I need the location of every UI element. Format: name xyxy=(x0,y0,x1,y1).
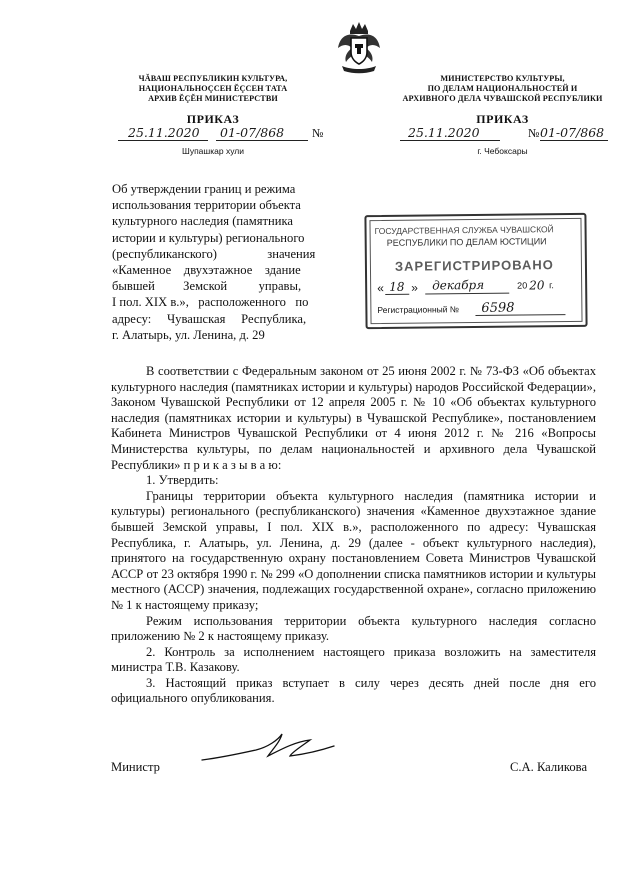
stamp-line-2: РЕСПУБЛИКИ ПО ДЕЛАМ ЮСТИЦИИ xyxy=(386,236,547,248)
stamp-day: 18 xyxy=(389,279,405,294)
title-line: I пол. XIX в.», расположенного по xyxy=(112,295,309,310)
signature-position: Министр xyxy=(111,760,160,774)
registration-stamp xyxy=(364,213,587,329)
header-left-number-sign: № xyxy=(312,126,324,140)
stamp-reg-row xyxy=(377,301,577,319)
stamp-year-prefix: 20 xyxy=(517,280,528,291)
header-right-org xyxy=(400,74,605,104)
header-left-line: НАЦИОНАЛЬНОÇСЕН ĔÇСЕН ТАТА xyxy=(138,84,288,93)
title-line: истории и культуры) регионального xyxy=(112,230,305,245)
stamp-reg-number: 6598 xyxy=(481,300,515,316)
header-right-number-sign: № xyxy=(528,126,540,140)
title-line: г. Алатырь, ул. Ленина, д. 29 xyxy=(112,327,265,342)
body-paragraph-item-2: 2. Контроль за исполнением настоящего приказа возложить на заместителя министра Т.В. Казакову. xyxy=(111,644,596,675)
stamp-year-suffix: 20 xyxy=(529,278,545,293)
header-left-doc-type: ПРИКАЗ xyxy=(186,112,240,126)
stamp-reg-label: Регистрационный № xyxy=(377,304,459,316)
header-right-number: 01-07/868 xyxy=(540,125,605,140)
stamp-month-underline xyxy=(425,293,509,295)
header-right-date-number-row xyxy=(400,124,610,144)
document-body xyxy=(111,364,596,707)
header-right-line: ПО ДЕЛАМ НАЦИОНАЛЬНОСТЕЙ И xyxy=(427,84,578,93)
stamp-registered-label: ЗАРЕГИСТРИРОВАНО xyxy=(394,257,554,274)
header-right-line: АРХИВНОГО ДЕЛА ЧУВАШСКОЙ РЕСПУБЛИКИ xyxy=(402,94,603,103)
header-left-line: АРХИВ ĔÇĔН МИНИСТЕРСТВИ xyxy=(148,94,278,103)
stamp-quote-open: « xyxy=(377,280,384,296)
header-left-org xyxy=(113,74,313,104)
stamp-line-1: ГОСУДАРСТВЕННАЯ СЛУЖБА ЧУВАШСКОЙ xyxy=(374,224,554,237)
signature-name: С.А. Каликова xyxy=(510,760,588,774)
body-paragraph-regime: Режим использования территории объекта культурного наследия согласно приложению № 2 к настоящему приказу. xyxy=(111,613,596,644)
body-paragraph-preamble: В соответствии с Федеральным законом от 25 июня 2002 г. № 73-ФЗ «Об объектах культурного наследия (памятниках истории и культуры) народов Российской Федерации», Законом Чувашской Республики от 12 апреля 2005 г. № 10 «Об объектах культурного наследия (памятниках истории и культуры) в Чувашской Республике», постановлением Кабинета Министров Чувашской Республики от 4 июня 2012 г. № 216 «Вопросы Министерства культуры, по делам национальностей и архивного дела Чувашской Республики» п р и к а з ы в а ю: xyxy=(111,364,596,472)
header-right-city: г. Чебоксары xyxy=(477,146,528,156)
header-left-date-number-row xyxy=(118,124,333,144)
title-line: (республиканского) значения xyxy=(112,246,316,261)
body-paragraph-item-3: 3. Настоящий приказ вступает в силу через десять дней после дня его официального опубликования. xyxy=(111,675,596,706)
stamp-reg-underline xyxy=(475,314,565,316)
stamp-date-row xyxy=(377,277,577,299)
body-paragraph-boundaries: Границы территории объекта культурного наследия (памятника истории и культуры) регионального (республиканского) значения «Каменное двухэтажное здание бывшей Земской управы, I пол. XIX в.», расположенного по адресу: Чувашская Республика, г. Алатырь, ул. Ленина, д. 29 (далее - объект культурного наследия), принятого на государственную охрану постановлением Совета Министров Чувашской АССР от 23 октября 1990 г. № 299 «О дополнении списка памятников истории и культуры местного (АССР) значения, подлежащих государственной охране», согласно приложению № 1 к настоящему приказу; xyxy=(111,488,596,612)
title-line: адресу: Чувашская Республика, xyxy=(112,311,307,326)
header-left-number-underline xyxy=(216,140,308,141)
header-left-city: Шупашкар хули xyxy=(182,146,244,156)
body-paragraph-item-1: 1. Утвердить: xyxy=(146,473,219,488)
coat-of-arms-emblem xyxy=(334,18,384,74)
title-line: культурного наследия (памятника xyxy=(112,214,293,229)
title-line: «Каменное двухэтажное здание xyxy=(112,263,301,278)
document-title xyxy=(112,181,334,343)
stamp-day-underline xyxy=(385,294,409,295)
title-line: использования территории объекта xyxy=(112,198,301,213)
stamp-quote-close: » xyxy=(411,280,418,295)
header-right-line: МИНИСТЕРСТВО КУЛЬТУРЫ, xyxy=(440,74,565,83)
header-right-date: 25.11.2020 xyxy=(408,125,480,140)
header-right-doc-type: ПРИКАЗ xyxy=(476,112,529,126)
stamp-month: декабря xyxy=(432,277,485,293)
title-line: бывшей Земской управы, xyxy=(112,279,302,294)
handwritten-signature xyxy=(198,728,338,768)
stamp-year-label: г. xyxy=(549,280,554,291)
header-left-number: 01-07/868 xyxy=(220,125,285,140)
title-line: Об утверждении границ и режима xyxy=(112,182,296,196)
header-right-number-underline xyxy=(540,140,608,141)
header-right-date-underline xyxy=(400,140,500,141)
header-left-date: 25.11.2020 xyxy=(128,125,200,140)
header-left-date-underline xyxy=(118,140,208,141)
header-left-line: ЧĂВАШ РЕСПУБЛИКИН КУЛЬТУРА, xyxy=(138,74,288,83)
